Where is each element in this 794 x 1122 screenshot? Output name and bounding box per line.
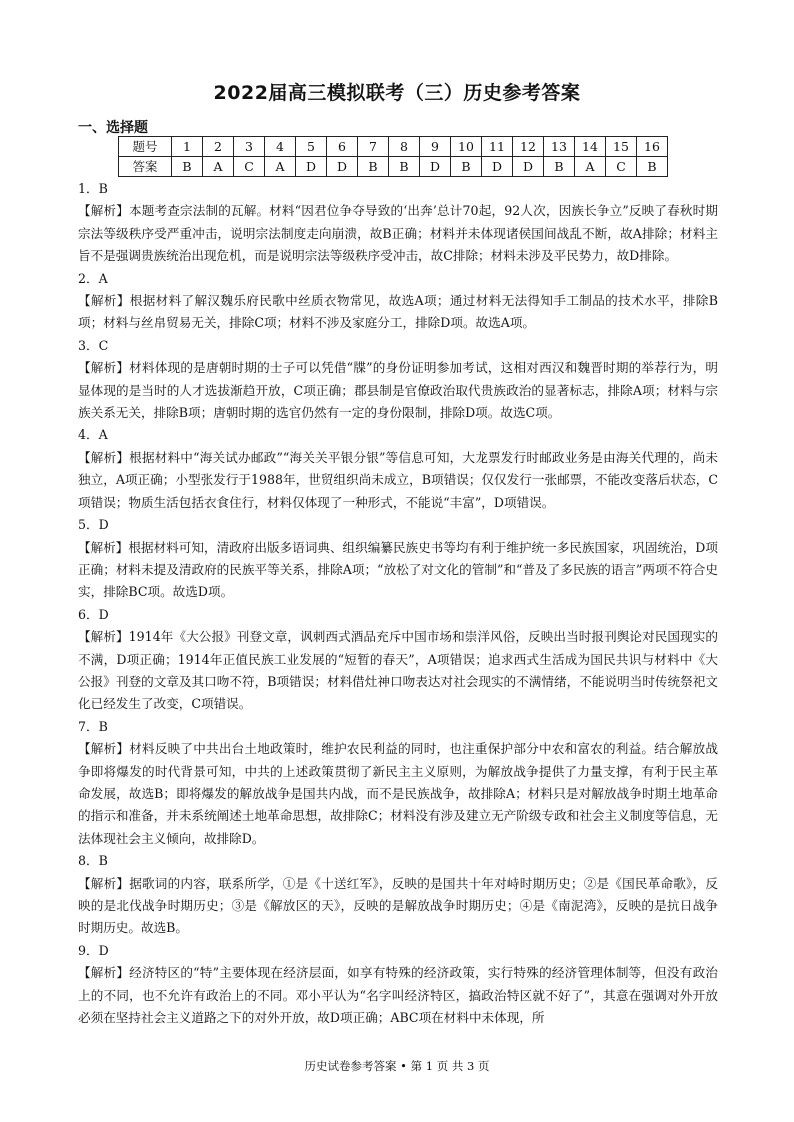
explanations: [78, 178, 718, 1029]
answer-cell: A: [265, 157, 296, 177]
question-explanation: 【解析】据歌词的内容，联系所学，①是《十送红军》，反映的是国共十年对峙时期历史；②是《国民革命歌》，反映的是北伐战争时期历史；③是《解放区的天》，反映的是解放战争时期历史；④是《南泥湾》，反映的是抗日战争时期历史。故选B。: [78, 875, 718, 936]
answer-table: [118, 136, 668, 177]
answer-table-number-row: [119, 137, 668, 157]
question-block: [78, 604, 718, 716]
page-title: 2022届高三模拟联考（三）历史参考答案: [213, 82, 581, 104]
question-number-cell: 6: [327, 137, 358, 157]
row-label-number: 题号: [119, 137, 172, 157]
question-answer: 2．A: [78, 270, 108, 286]
question-answer: 7．B: [78, 718, 108, 734]
question-number-cell: 2: [203, 137, 234, 157]
answer-cell: B: [451, 157, 482, 177]
question-number-cell: 15: [606, 137, 637, 157]
answer-cell: A: [203, 157, 234, 177]
question-number-cell: 10: [451, 137, 482, 157]
question-answer: 3．C: [78, 337, 109, 353]
question-number-cell: 16: [637, 137, 668, 157]
question-number-cell: 7: [358, 137, 389, 157]
question-number-cell: 12: [513, 137, 544, 157]
question-number-cell: 8: [389, 137, 420, 157]
question-number-cell: 14: [575, 137, 606, 157]
section-title: 一、选择题: [78, 120, 148, 136]
question-explanation: 【解析】材料体现的是唐朝时期的士子可以凭借“牒”的身份证明参加考试，这相对西汉和魏晋时期的举荐行为，明显体现的是当时的人才选拔渐趋开放，C项正确；郡县制是官僚政治取代贵族政治的显著标志，排除A项；材料与宗族关系无关，排除B项；唐朝时期的选官仍然有一定的身份限制，排除D项。故选C项。: [78, 360, 718, 421]
answer-cell: D: [327, 157, 358, 177]
answer-cell: B: [358, 157, 389, 177]
answer-cell: D: [513, 157, 544, 177]
question-block: [78, 424, 718, 514]
question-explanation: 【解析】材料反映了中共出台土地政策时，维护农民利益的同时，也注重保护部分中农和富农的利益。结合解放战争即将爆发的时代背景可知，中共的上述政策贯彻了新民主主义原则，为解放战争提供了力量支撑，有利于民主革命发展，故选B；即将爆发的解放战争是国共内战，而不是民族战争，故排除A；材料只是对解放战争时期土地革命的指示和准备，并未系统阐述土地革命思想，故排除C；材料没有涉及建立无产阶级专政和社会主义制度等信息，无法体现社会主义倾向，故排除D。: [78, 741, 718, 846]
question-explanation: 【解析】根据材料了解汉魏乐府民歌中丝质衣物常见，故选A项；通过材料无法得知手工制品的技术水平，排除B项；材料与丝帛贸易无关，排除C项；材料不涉及家庭分工，排除D项。故选A项。: [78, 293, 718, 331]
question-number-cell: 13: [544, 137, 575, 157]
question-block: [78, 716, 718, 850]
answer-cell: D: [296, 157, 327, 177]
question-answer: 5．D: [78, 517, 109, 533]
answer-cell: C: [234, 157, 265, 177]
question-answer: 9．D: [78, 942, 109, 958]
question-answer: 6．D: [78, 606, 109, 622]
answer-cell: B: [544, 157, 575, 177]
question-block: [78, 268, 718, 335]
question-block: [78, 850, 718, 940]
row-label-answer: 答案: [119, 157, 172, 177]
question-explanation: 【解析】本题考查宗法制的瓦解。材料“因君位争夺导致的‘出奔’总计70起，92人次，因族长争立”反映了春秋时期宗法等级秩序受严重冲击，说明宗法制度走向崩溃，故B正确；材料并未体现诸侯国间战乱不断，故A排除；材料主旨不是强调贵族统治出现危机，而是说明宗法等级秩序受冲击，故C排除；材料未涉及平民势力，故D排除。: [78, 203, 718, 264]
question-block: [78, 514, 718, 604]
question-explanation: 【解析】1914年《大公报》刊登文章，讽刺西式酒品充斥中国市场和崇洋风俗，反映出当时报刊舆论对民国现实的不满，D项正确；1914年正值民族工业发展的“短暂的春天”，A项错误；追求西式生活成为国民共识与材料中《大公报》刊登的文章及其口吻不符，B项错误；材料借灶神口吻表达对社会现实的不满情绪，不能说明当时传统祭祀文化已经发生了改变，C项错误。: [78, 629, 718, 712]
question-number-cell: 3: [234, 137, 265, 157]
answer-table-answer-row: [119, 157, 668, 177]
question-explanation: 【解析】根据材料中“海关试办邮政”“海关关平银分银”等信息可知，大龙票发行时邮政业务是由海关代理的，尚未独立，A项正确；小型张发行于1988年，世贸组织尚未成立，B项错误；仅仅发行一张邮票，不能改变落后状态，C项错误；物质生活包括衣食住行，材料仅体现了一种形式，不能说“丰富”，D项错误。: [78, 449, 718, 510]
question-block: [78, 178, 718, 268]
question-block: [78, 335, 718, 425]
answer-cell: B: [637, 157, 668, 177]
answer-cell: B: [172, 157, 203, 177]
question-number-cell: 1: [172, 137, 203, 157]
question-number-cell: 9: [420, 137, 451, 157]
page-footer: 历史试卷参考答案 • 第 1 页 共 3 页: [304, 1059, 490, 1073]
question-block: [78, 940, 718, 1030]
question-number-cell: 5: [296, 137, 327, 157]
answer-cell: A: [575, 157, 606, 177]
answer-cell: B: [389, 157, 420, 177]
answer-cell: D: [482, 157, 513, 177]
question-answer: 1．B: [78, 181, 108, 196]
question-answer: 8．B: [78, 853, 108, 869]
question-number-cell: 4: [265, 137, 296, 157]
question-number-cell: 11: [482, 137, 513, 157]
answer-cell: C: [606, 157, 637, 177]
question-explanation: 【解析】经济特区的“特”主要体现在经济层面，如享有特殊的经济政策，实行特殊的经济管理体制等，但没有政治上的不同，也不允许有政治上的不同。邓小平认为“名字叫经济特区，搞政治特区就不好了”，其意在强调对外开放必须在坚持社会主义道路之下的对外开放，故D项正确；ABC项在材料中未体现，所: [78, 965, 718, 1026]
question-answer: 4．A: [78, 427, 108, 443]
question-explanation: 【解析】根据材料可知，清政府出版多语词典、组织编纂民族史书等均有利于维护统一多民族国家，巩固统治，D项正确；材料未提及清政府的民族平等关系，排除A项；“放松了对文化的管制”和“普及了多民族的语言”两项不符合史实，排除BC项。故选D项。: [78, 539, 718, 600]
answer-cell: D: [420, 157, 451, 177]
